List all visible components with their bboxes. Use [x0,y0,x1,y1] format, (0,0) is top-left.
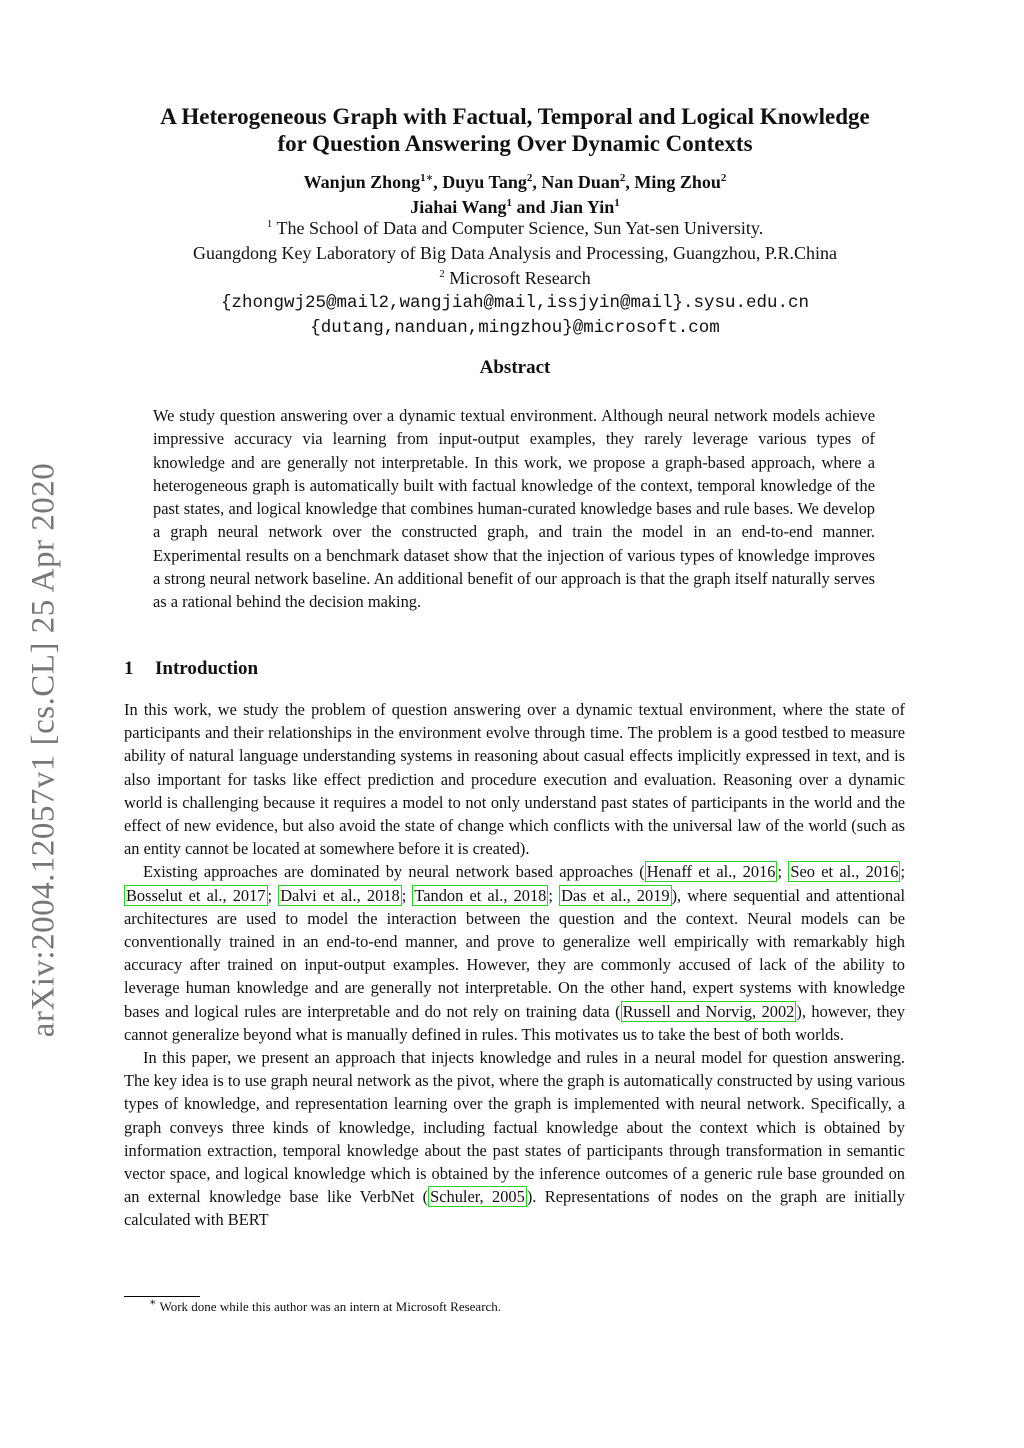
affiliation-1b: Guangdong Key Laboratory of Big Data Analysis and Processing, Guangzhou, P.R.China [193,243,837,263]
paragraph: Existing approaches are dominated by neural network based approaches ( Henaff et al., 2016 ; Seo et al., 2016 ; Bosselut et al., 2017 ; Dalvi et al., 2018 ; Tandon et al., 2018 ; Das et al., 2019 ), where sequential and attentional architectures are used to model the interaction between the question and the context. Neural models can be conventionally trained in an end-to-end manner, and prove to generalize well empirically with remarkably high accuracy after trained on input-output examples. However, they are commonly accused of lack of the ability to leverage human knowledge and are generally not interpretable. On the other hand, expert systems with knowledge bases and logical rules are interpretable and do not rely on training data ( Russell and Norvig, 2002 ), however, they cannot generalize beyond what is manually defined in rules. This motivates us to take the best of both worlds. [124,862,906,1044]
footnote-mark: ∗ [149,1296,157,1309]
author-affil-mark: 1 [614,197,620,209]
paragraph: In this work, we study the problem of question answering over a dynamic textual environment, where the state of participants and their relationships in the environment evolve through time. The problem is a good testbed to measure ability of natural language understanding systems in reasoning about casual effects implicitly expressed in text, and is also important for tasks like effect prediction and procedure execution and evaluation. Reasoning over a dynamic world is challenging because it requires a model to not only understand past states of participants in the world and the effect of new evidence, but also avoid the state of change which conflicts with the universal law of the world (such as an entity cannot be located at somewhere before it is created). [124,700,905,859]
author-name: Jian Yin [550,197,615,217]
arxiv-identifier: arXiv:2004.12057v1 [cs.CL] 25 Apr 2020 [25,462,62,1038]
section-heading [124,658,258,680]
citation-link[interactable]: Bosselut et al., 2017 [126,885,266,905]
citation-link[interactable]: Tandon et al., 2018 [414,885,547,905]
title-line-1: A Heterogeneous Graph with Factual, Temporal and Logical Knowledge [160,104,870,129]
affiliation-1: $^1$ The School of Data and Computer Science, Sun Yat-sen University. [266,218,764,238]
citation-link[interactable]: Henaff et al., 2016 [646,862,776,882]
author-affil-mark: 2 [526,172,533,184]
author-name: Wanjun Zhong [303,172,421,192]
citation-link[interactable]: Dalvi et al., 2018 [280,885,400,905]
citation-link[interactable]: Das et al., 2019 [561,885,670,905]
section-body [124,698,905,1232]
abstract-text: We study question answering over a dynamic textual environment. Although neural network models achieve impressive accuracy via learning from input-output examples, they rarely leverage various types of knowledge and are generally not interpretable. In this work, we propose a graph-based approach, where a heterogeneous graph is automatically built with factual knowledge of the context, temporal knowledge of the past states, and logical knowledge that combines human-curated knowledge bases and rule bases. We develop a graph neural network over the constructed graph, and train the model in an end-to-end manner. Experimental results on a benchmark dataset show that the injection of various types of knowledge improves a strong neural network baseline. An additional benefit of our approach is that the graph itself naturally serves as a rational behind the decision making. [153,406,875,612]
author-list [110,170,920,220]
author-affil-mark: 1 [506,197,512,209]
author-name: Ming Zhou [634,172,721,192]
affiliation-2: $^2$ Microsoft Research [439,268,591,288]
author-name: Duyu Tang [442,172,527,192]
citation-link[interactable]: Schuler, 2005 [430,1187,525,1207]
author-line-2: Jiahai Wang$^1$ and Jian Yin$^1$ [410,197,620,217]
arxiv-sidebar [4,450,84,1050]
author-name: Jiahai Wang [410,197,507,217]
footnote-text: Work done while this author was an intern at Microsoft Research. [159,1299,502,1314]
author-name: Nan Duan [541,172,620,192]
section-number: 1 [124,658,134,679]
section-title: Introduction [155,658,259,679]
citation-link[interactable]: Russell and Norvig, 2002 [622,1001,795,1021]
affiliations [110,216,920,341]
author-affil-mark: 2 [619,172,626,184]
title-line-2: for Question Answering Over Dynamic Contexts [277,131,753,156]
citation-link[interactable]: Seo et al., 2016 [790,862,899,882]
author-affil-mark: 2 [720,172,727,184]
footnote [149,1296,502,1315]
email-line-2: {dutang,nanduan,mingzhou}@microsoft.com [310,318,720,338]
affil-mark: 1 [266,218,273,230]
paper-title [110,103,920,157]
email-line-1: {zhongwj25@mail2,wangjiah@mail,issjyin@mail}.sysu.edu.cn [220,293,810,313]
author-affil-mark: 1∗ [420,172,434,184]
affil-mark: 2 [439,268,445,280]
author-line-1: Wanjun Zhong$^{1∗}$, Duyu Tang$^2$, Nan Duan$^2$, Ming Zhou$^2$ [303,172,727,192]
paragraph: In this paper, we present an approach that injects knowledge and rules in a neural model for question answering. The key idea is to use graph neural network as the pivot, where the graph is automatically constructed by using various types of knowledge, and representation learning over the graph is implemented with neural network. Specifically, a graph conveys three kinds of knowledge, including factual knowledge about the context which is obtained by information extraction, temporal knowledge about the past states of participants through transformation in semantic vector space, and logical knowledge which is obtained by the inference outcomes of a generic rule base grounded on an external knowledge base like VerbNet ( Schuler, 2005 ). Representations of nodes on the graph are initially calculated with BERT [124,1048,905,1230]
footnote-rule [124,1296,200,1297]
abstract-heading: Abstract [479,357,551,378]
